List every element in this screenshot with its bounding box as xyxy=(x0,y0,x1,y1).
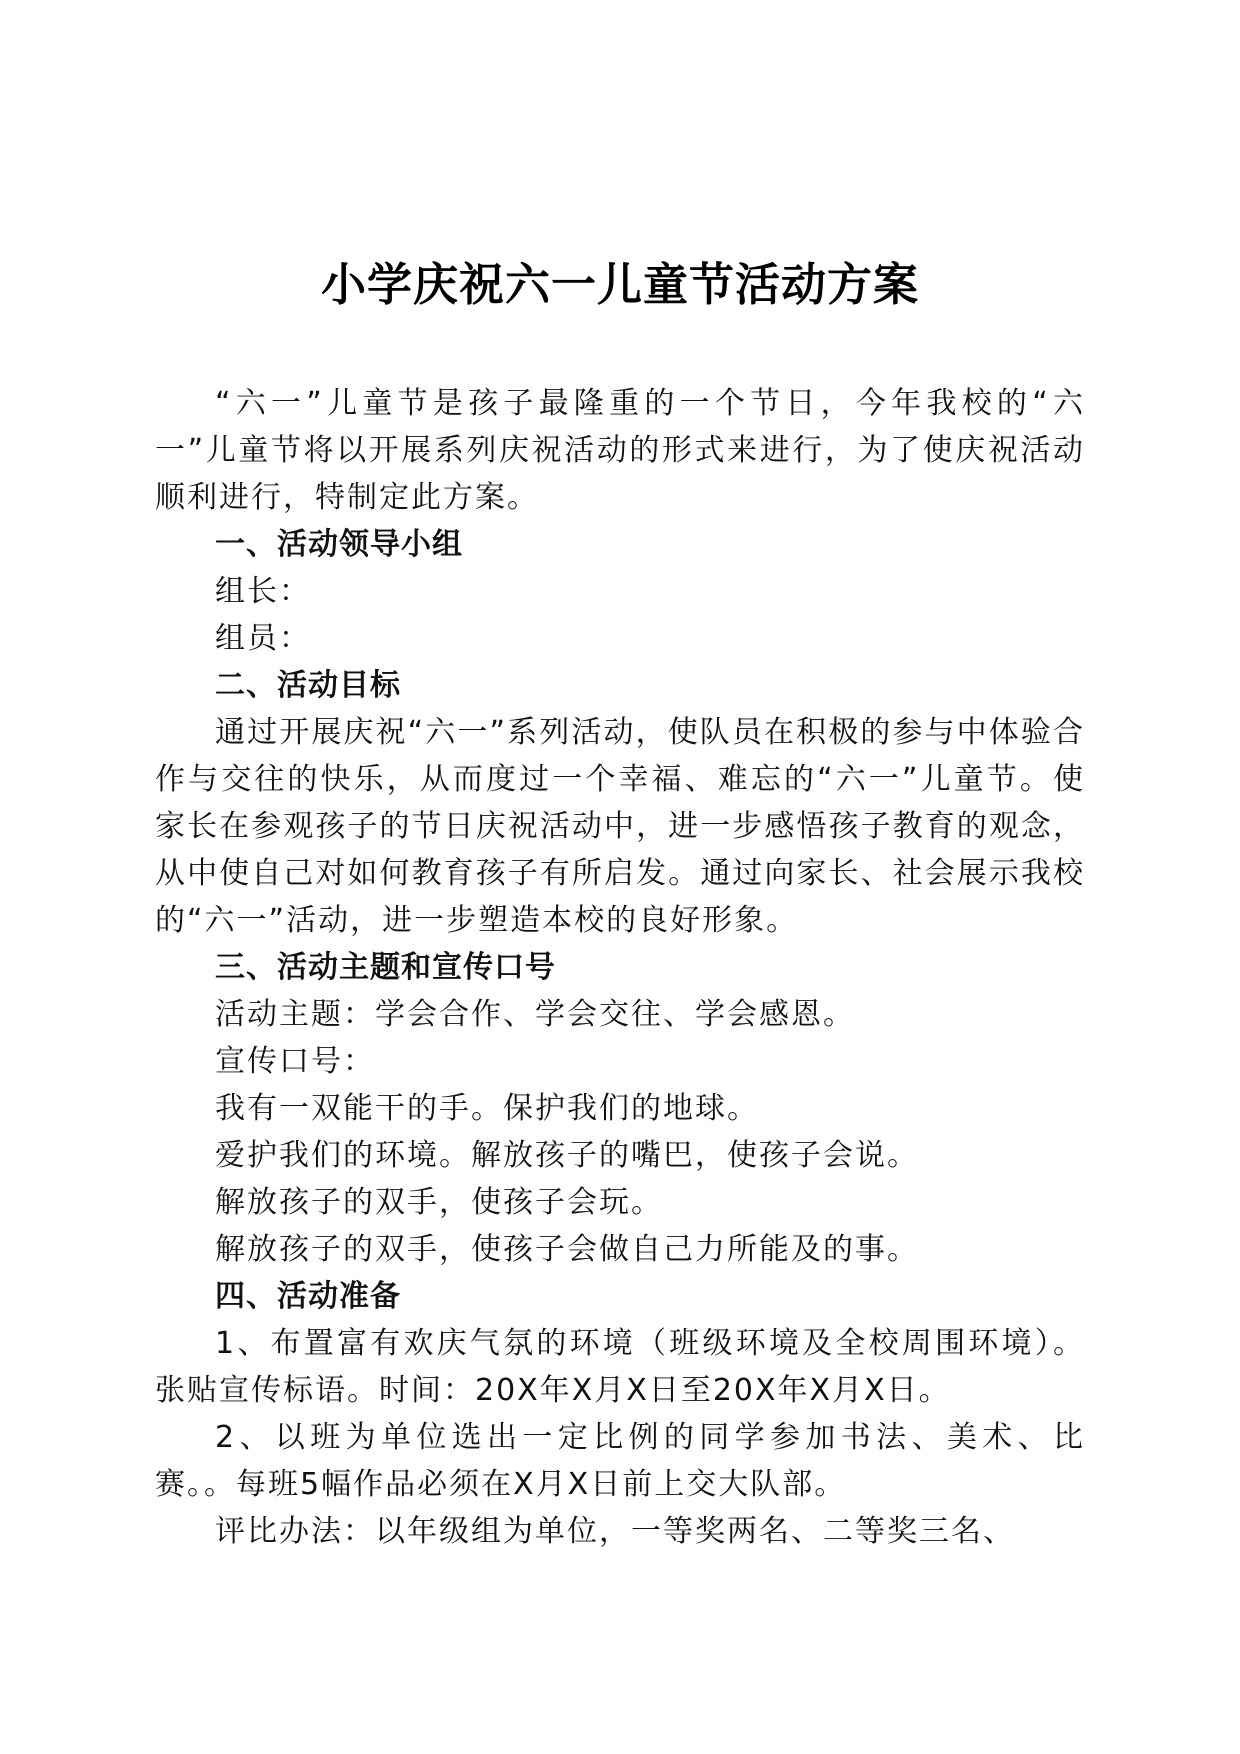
preparation-item-2: 2、以班为单位选出一定比例的同学参加书法、美术、比赛。。每班5幅作品必须在X月X日前上交大队部。 xyxy=(155,1420,1085,1502)
slogan-line: 爱护我们的环境。解放孩子的嘴巴，使孩子会说。 xyxy=(215,1138,919,1173)
section-heading-preparation: 四、活动准备 xyxy=(215,1279,401,1314)
slogan-line: 解放孩子的双手，使孩子会做自己力所能及的事。 xyxy=(215,1232,919,1267)
goals-paragraph: 通过开展庆祝“六一”系列活动，使队员在积极的参与中体验合作与交往的快乐，从而度过一个幸福、难忘的“六一”儿童节。使家长在参观孩子的节日庆祝活动中，进一步感悟孩子教育的观念，从中使自己对如何教育孩子有所启发。通过向家长、社会展示我校的“六一”活动，进一步塑造本校的良好形象。 xyxy=(155,715,1085,938)
section-heading-theme: 三、活动主题和宣传口号 xyxy=(215,950,556,985)
preparation-item-1: 1、布置富有欢庆气氛的环境（班级环境及全校周围环境）。张贴宣传标语。时间：20X年X月X日至20X年X月X日。 xyxy=(155,1326,1085,1408)
leader-line: 组长： xyxy=(215,574,311,609)
slogan-label: 宣传口号： xyxy=(215,1044,375,1079)
section-heading-leadership: 一、活动领导小组 xyxy=(215,527,463,562)
slogan-line: 我有一双能干的手。保护我们的地球。 xyxy=(215,1091,759,1126)
slogan-line: 解放孩子的双手，使孩子会玩。 xyxy=(215,1185,663,1220)
members-line: 组员： xyxy=(215,621,311,656)
document-title: 小学庆祝六一儿童节活动方案 xyxy=(320,258,919,311)
theme-line: 活动主题：学会合作、学会交往、学会感恩。 xyxy=(215,997,855,1032)
intro-paragraph: “六一”儿童节是孩子最隆重的一个节日，今年我校的“六一”儿童节将以开展系列庆祝活动的形式来进行，为了使庆祝活动顺利进行，特制定此方案。 xyxy=(155,386,1085,515)
section-heading-goals: 二、活动目标 xyxy=(215,668,401,703)
document-body xyxy=(155,380,1085,1555)
evaluation-line: 评比办法：以年级组为单位，一等奖两名、二等奖三名、 xyxy=(215,1514,1015,1549)
